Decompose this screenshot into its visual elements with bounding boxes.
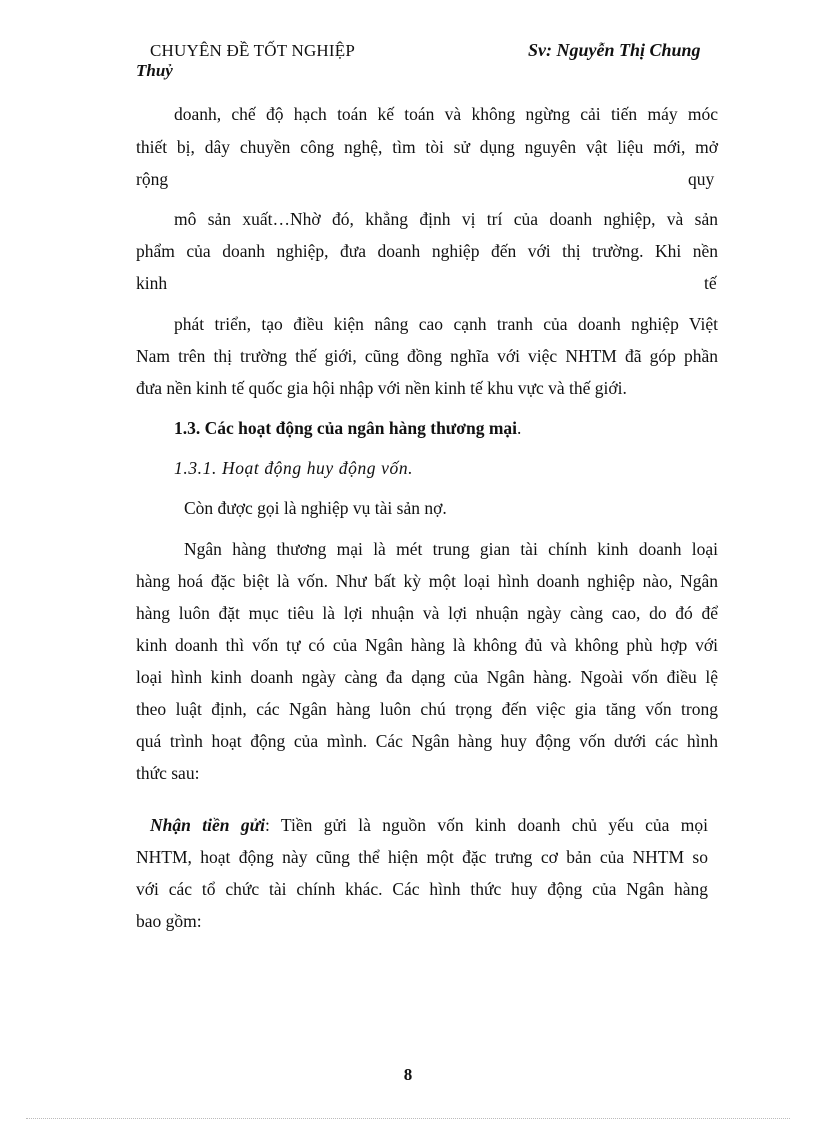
body-line: thức sau: (136, 763, 200, 783)
body-line: theo luật định, các Ngân hàng luôn chú trọng đến việc gia tăng vốn trong (136, 699, 718, 719)
body-line: rộng (136, 169, 169, 189)
lead-term: Nhận tiền gửi (150, 815, 265, 835)
body-line: Còn được gọi là nghiệp vụ tài sản nợ. (184, 498, 447, 518)
body-line: phẩm của doanh nghiệp, đưa doanh nghiệp đến với thị trường. Khi nền (136, 241, 718, 261)
section-heading (174, 418, 521, 439)
body-line: phát triển, tạo điều kiện nâng cao cạnh tranh của doanh nghiệp Việt (174, 314, 718, 334)
body-line: quy (688, 169, 715, 189)
lead-text: : Tiền gửi là nguồn vốn kinh doanh chủ yếu của mọi (264, 815, 708, 835)
body-line: thiết bị, dây chuyền công nghệ, tìm tòi sử dụng nguyên vật liệu mới, mở (136, 137, 718, 157)
body-line: NHTM, hoạt động này cũng thể hiện một đặc trưng cơ bản của NHTM so (136, 847, 708, 867)
body-line: hàng hoá đặc biệt là vốn. Như bất kỳ một loại hình doanh nghiệp nào, Ngân (136, 571, 718, 591)
body-line: đưa nền kinh tế quốc gia hội nhập với nền kinh tế khu vực và thế giới. (136, 378, 627, 398)
body-line: doanh, chế độ hạch toán kế toán và không ngừng cải tiến máy móc (174, 104, 718, 124)
header-author: Sv: Nguyễn Thị Chung (528, 40, 701, 60)
body-line: mô sản xuất…Nhờ đó, khẳng định vị trí của doanh nghiệp, và sản (174, 209, 718, 229)
footer-divider (26, 1118, 790, 1119)
page-number: 8 (403, 1065, 413, 1084)
body-line: tế (704, 273, 717, 293)
body-line: Nam trên thị trường thế giới, cũng đồng nghĩa với việc NHTM đã góp phần (136, 346, 718, 366)
body-line: hàng luôn đặt mục tiêu là lợi nhuận và lợi nhuận ngày càng cao, do đó để (136, 603, 718, 623)
body-line: quá trình hoạt động của mình. Các Ngân hàng huy động vốn dưới các hình (136, 731, 718, 751)
body-line: Ngân hàng thương mại là mét trung gian tài chính kinh doanh loại (184, 539, 718, 559)
section-heading-text: 1.3. Các hoạt động của ngân hàng thương mại (174, 418, 518, 438)
header-author-wrap: Thuỷ (136, 61, 173, 80)
body-line: bao gồm: (136, 911, 202, 931)
body-line (150, 815, 708, 836)
section-heading-period: . (517, 418, 522, 438)
body-line: loại hình kinh doanh ngày càng đa dạng của Ngân hàng. Ngoài vốn điều lệ (136, 667, 718, 687)
body-line: với các tổ chức tài chính khác. Các hình thức huy động của Ngân hàng (136, 879, 708, 899)
header-title: CHUYÊN ĐỀ TỐT NGHIỆP (150, 41, 356, 60)
body-line: kinh doanh thì vốn tự có của Ngân hàng là không đủ và không phù hợp với (136, 635, 718, 655)
body-line: kinh (136, 273, 168, 293)
subsection-heading: 1.3.1. Hoạt động huy động vốn. (174, 458, 414, 478)
